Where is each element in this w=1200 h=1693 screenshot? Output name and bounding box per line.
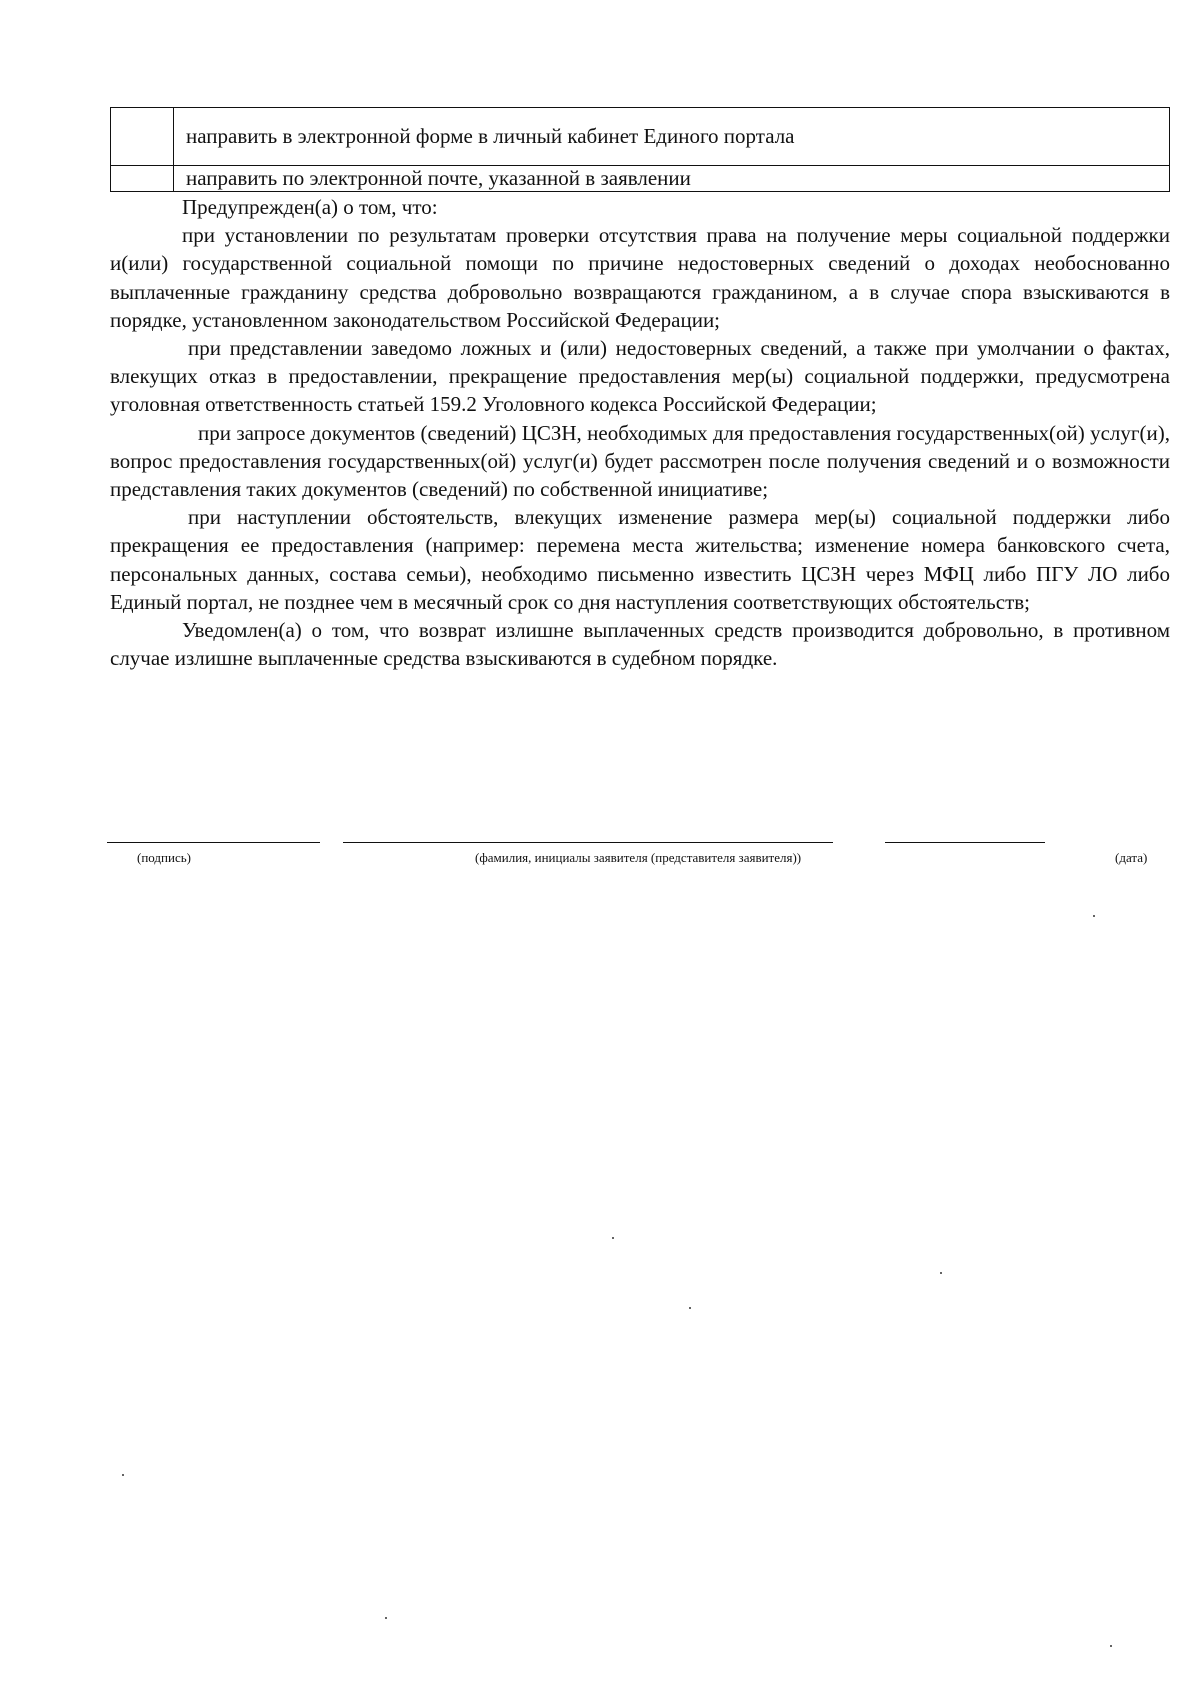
scan-speck	[122, 1474, 124, 1476]
option-row	[111, 108, 1170, 166]
warning-item: при представлении заведомо ложных и (или) недостоверных сведений, а также при умолчании о фактах, влекущих отказ в предоставлении, прекращение предоставления мер(ы) социальной поддержки, предусмотрена уголовная ответственность статьей 159.2 Уголовного кодекса Российской Федерации;	[110, 336, 1170, 417]
name-line[interactable]	[343, 842, 833, 843]
warnings-block	[110, 193, 1170, 672]
option-checkbox-personal-cabinet[interactable]	[111, 108, 174, 166]
option-row	[111, 166, 1170, 192]
scan-speck	[385, 1617, 387, 1619]
option-checkbox-email[interactable]	[111, 166, 174, 192]
delivery-options-table	[110, 107, 1170, 192]
scan-speck	[1093, 915, 1095, 917]
warning-item: при наступлении обстоятельств, влекущих изменение размера мер(ы) социальной поддержки либо прекращения ее предоставления (например: перемена места жительства; изменение номера банковского счета, персональных данных, состава семьи), необходимо письменно известить ЦСЗН через МФЦ либо ПГУ ЛО либо Единый портал, не позднее чем в месячный срок со дня наступления соответствующих обстоятельств;	[110, 505, 1170, 614]
scan-speck	[689, 1307, 691, 1309]
scan-speck	[940, 1272, 942, 1274]
option-label-email: направить по электронной почте, указанной в заявлении	[174, 166, 1170, 192]
option-label-personal-cabinet: направить в электронной форме в личный кабинет Единого портала	[174, 108, 1170, 166]
scan-speck	[1110, 1645, 1112, 1647]
date-line[interactable]	[885, 842, 1045, 843]
name-label: (фамилия, инициалы заявителя (представителя заявителя))	[475, 850, 802, 865]
warning-item: при запросе документов (сведений) ЦСЗН, необходимых для предоставления государственных(ой) услуг(и), вопрос предоставления государственных(ой) услуг(и) будет рассмотрен после получения сведений и о возможности представления таких документов (сведений) по собственной инициативе;	[110, 420, 1170, 502]
warning-item: при установлении по результатам проверки отсутствия права на получение меры социальной поддержки и(или) государственной социальной помощи по причине недостоверных сведений о доходах необоснованно выплаченные гражданину средства добровольно возвращаются гражданином, а в случае спора взыскиваются в порядке, установленном законодательством Российской Федерации;	[110, 223, 1170, 332]
scan-speck	[612, 1237, 614, 1239]
signature-label: (подпись)	[137, 850, 191, 865]
notice-paragraph: Уведомлен(а) о том, что возврат излишне выплаченных средств производится добровольно, в противном случае излишне выплаченные средства взыскиваются в судебном порядке.	[110, 618, 1170, 671]
date-label: (дата)	[1115, 850, 1148, 865]
signature-line[interactable]	[107, 842, 320, 843]
warning-intro: Предупрежден(а) о том, что:	[182, 195, 438, 219]
